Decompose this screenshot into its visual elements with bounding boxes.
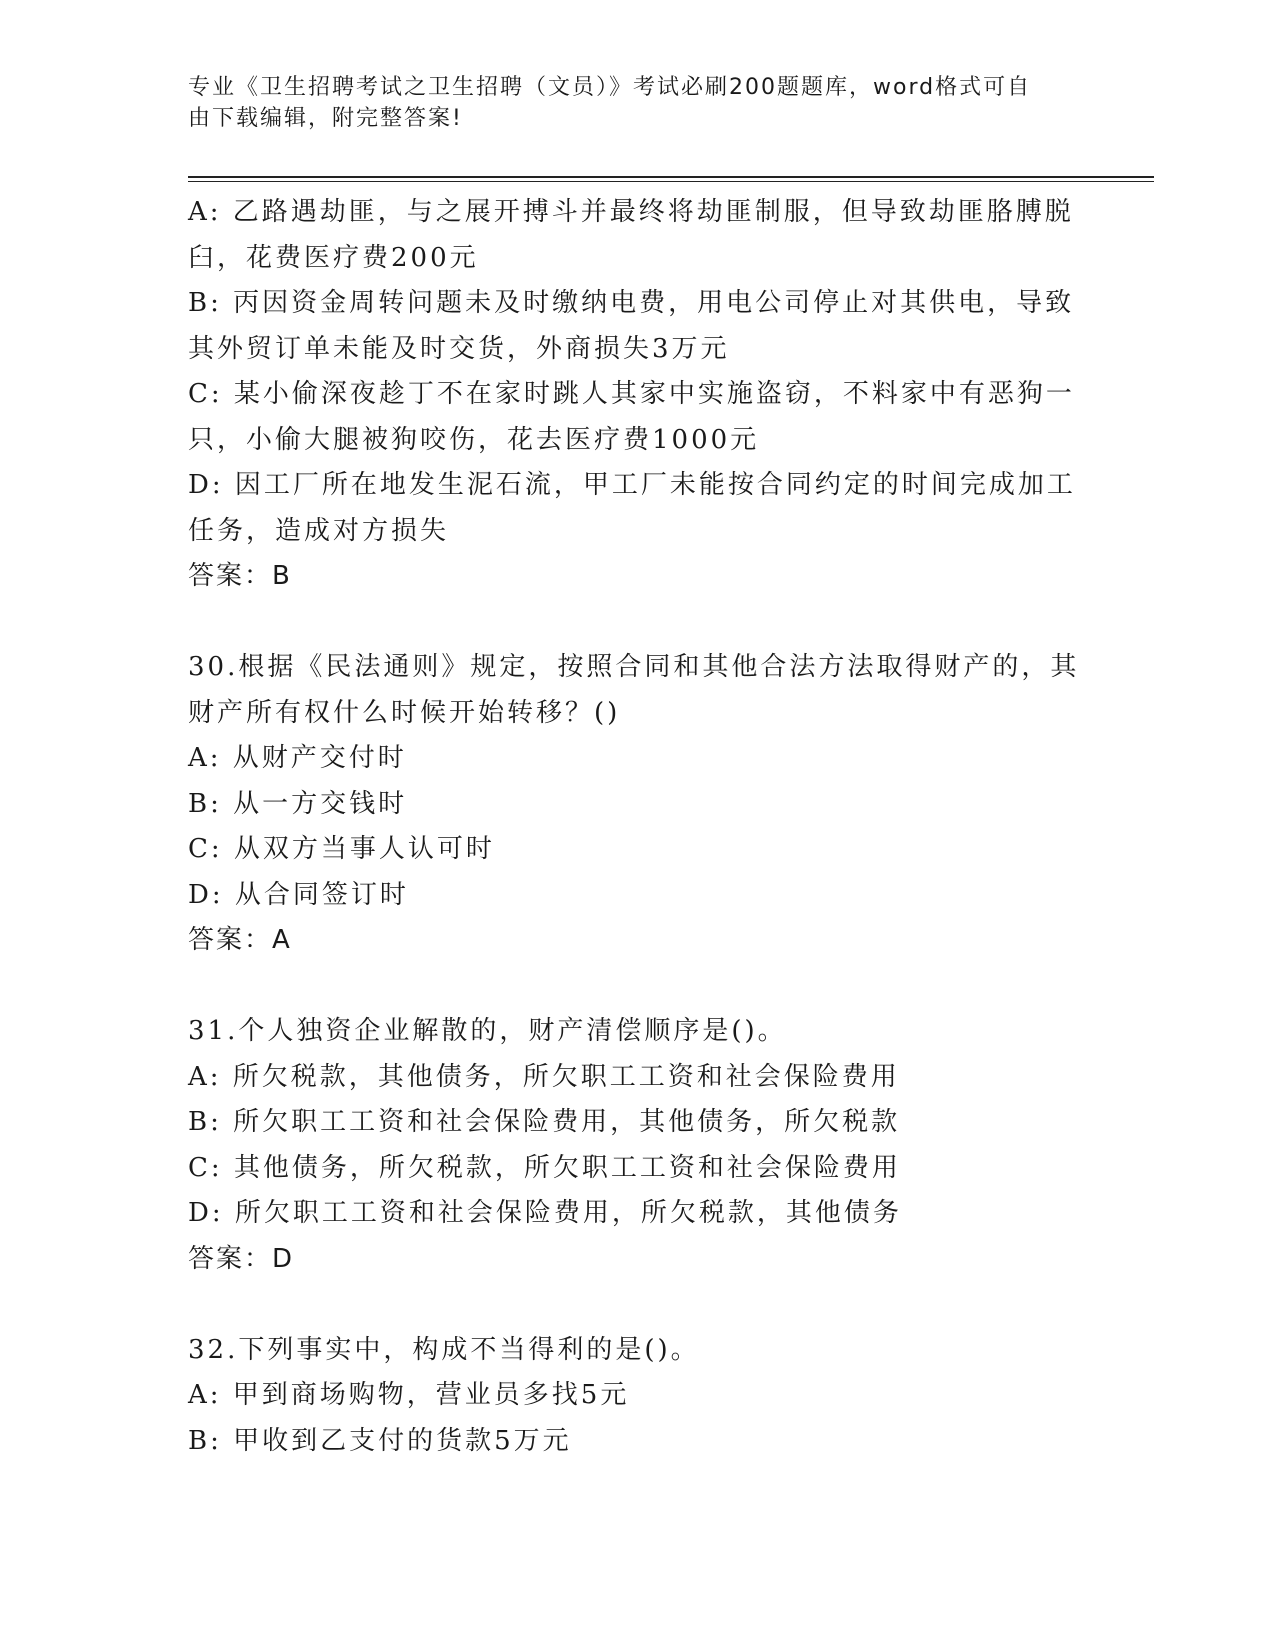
option-d-line-2: 任务，造成对方损失 xyxy=(188,515,450,546)
question-30-option-c: C: 从双方当事人认可时 xyxy=(188,834,495,864)
question-32 xyxy=(188,1328,1078,1465)
question-32-option-a: A: 甲到商场购物，营业员多找5元 xyxy=(188,1380,630,1410)
option-a-line-2: 臼，花费医疗费200元 xyxy=(188,242,479,273)
document-header xyxy=(188,72,1068,134)
question-31 xyxy=(188,1009,1078,1282)
answer-30: 答案：A xyxy=(188,925,292,955)
spacer xyxy=(188,1282,1078,1328)
answer-29: 答案：B xyxy=(188,561,292,591)
option-c-line-1: C: 某小偷深夜趁丁不在家时跳人其家中实施盗窃，不料家中有恶狗一 xyxy=(188,379,1075,409)
question-31-option-c: C: 其他债务，所欠税款，所欠职工工资和社会保险费用 xyxy=(188,1152,901,1183)
question-30-option-b: B: 从一方交钱时 xyxy=(188,788,408,819)
question-30 xyxy=(188,645,1078,964)
question-content xyxy=(188,190,1078,1464)
question-30-option-d: D: 从合同签订时 xyxy=(188,879,409,910)
header-title-line-1: 专业《卫生招聘考试之卫生招聘（文员）》考试必刷200题题库，word格式可自 xyxy=(188,75,1032,100)
question-32-stem: 32.下列事实中，构成不当得利的是()。 xyxy=(188,1334,700,1365)
option-b-line-1: B: 丙因资金周转问题未及时缴纳电费，用电公司停止对其供电，导致 xyxy=(188,288,1075,318)
spacer xyxy=(188,964,1078,1010)
question-29-options xyxy=(188,190,1078,600)
question-31-option-b: B: 所欠职工工资和社会保险费用，其他债务，所欠税款 xyxy=(188,1107,901,1137)
question-31-stem: 31.个人独资企业解散的，财产清偿顺序是()。 xyxy=(188,1016,787,1046)
question-31-option-a: A: 所欠税款，其他债务，所欠职工工资和社会保险费用 xyxy=(188,1061,900,1092)
option-b-line-2: 其外贸订单未能及时交货，外商损失3万元 xyxy=(188,333,730,364)
header-divider-thick xyxy=(188,176,1154,178)
option-d-line-1: D: 因工厂所在地发生泥石流，甲工厂未能按合同约定的时间完成加工 xyxy=(188,470,1076,500)
question-30-stem-line-1: 30.根据《民法通则》规定，按照合同和其他合法方法取得财产的，其 xyxy=(188,652,1080,682)
question-31-option-d: D: 所欠职工工资和社会保险费用，所欠税款，其他债务 xyxy=(188,1198,902,1228)
answer-31: 答案：D xyxy=(188,1243,295,1274)
question-32-option-b: B: 甲收到乙支付的货款5万元 xyxy=(188,1425,572,1456)
header-divider-thin xyxy=(188,181,1154,182)
question-30-stem-line-2: 财产所有权什么时候开始转移？() xyxy=(188,697,621,728)
option-c-line-2: 只，小偷大腿被狗咬伤，花去医疗费1000元 xyxy=(188,424,760,455)
option-a-line-1: A: 乙路遇劫匪，与之展开搏斗并最终将劫匪制服，但导致劫匪胳膊脱 xyxy=(188,197,1074,227)
question-30-option-a: A: 从财产交付时 xyxy=(188,743,407,773)
spacer xyxy=(188,600,1078,646)
header-title-line-2: 由下载编辑，附完整答案! xyxy=(188,106,463,131)
